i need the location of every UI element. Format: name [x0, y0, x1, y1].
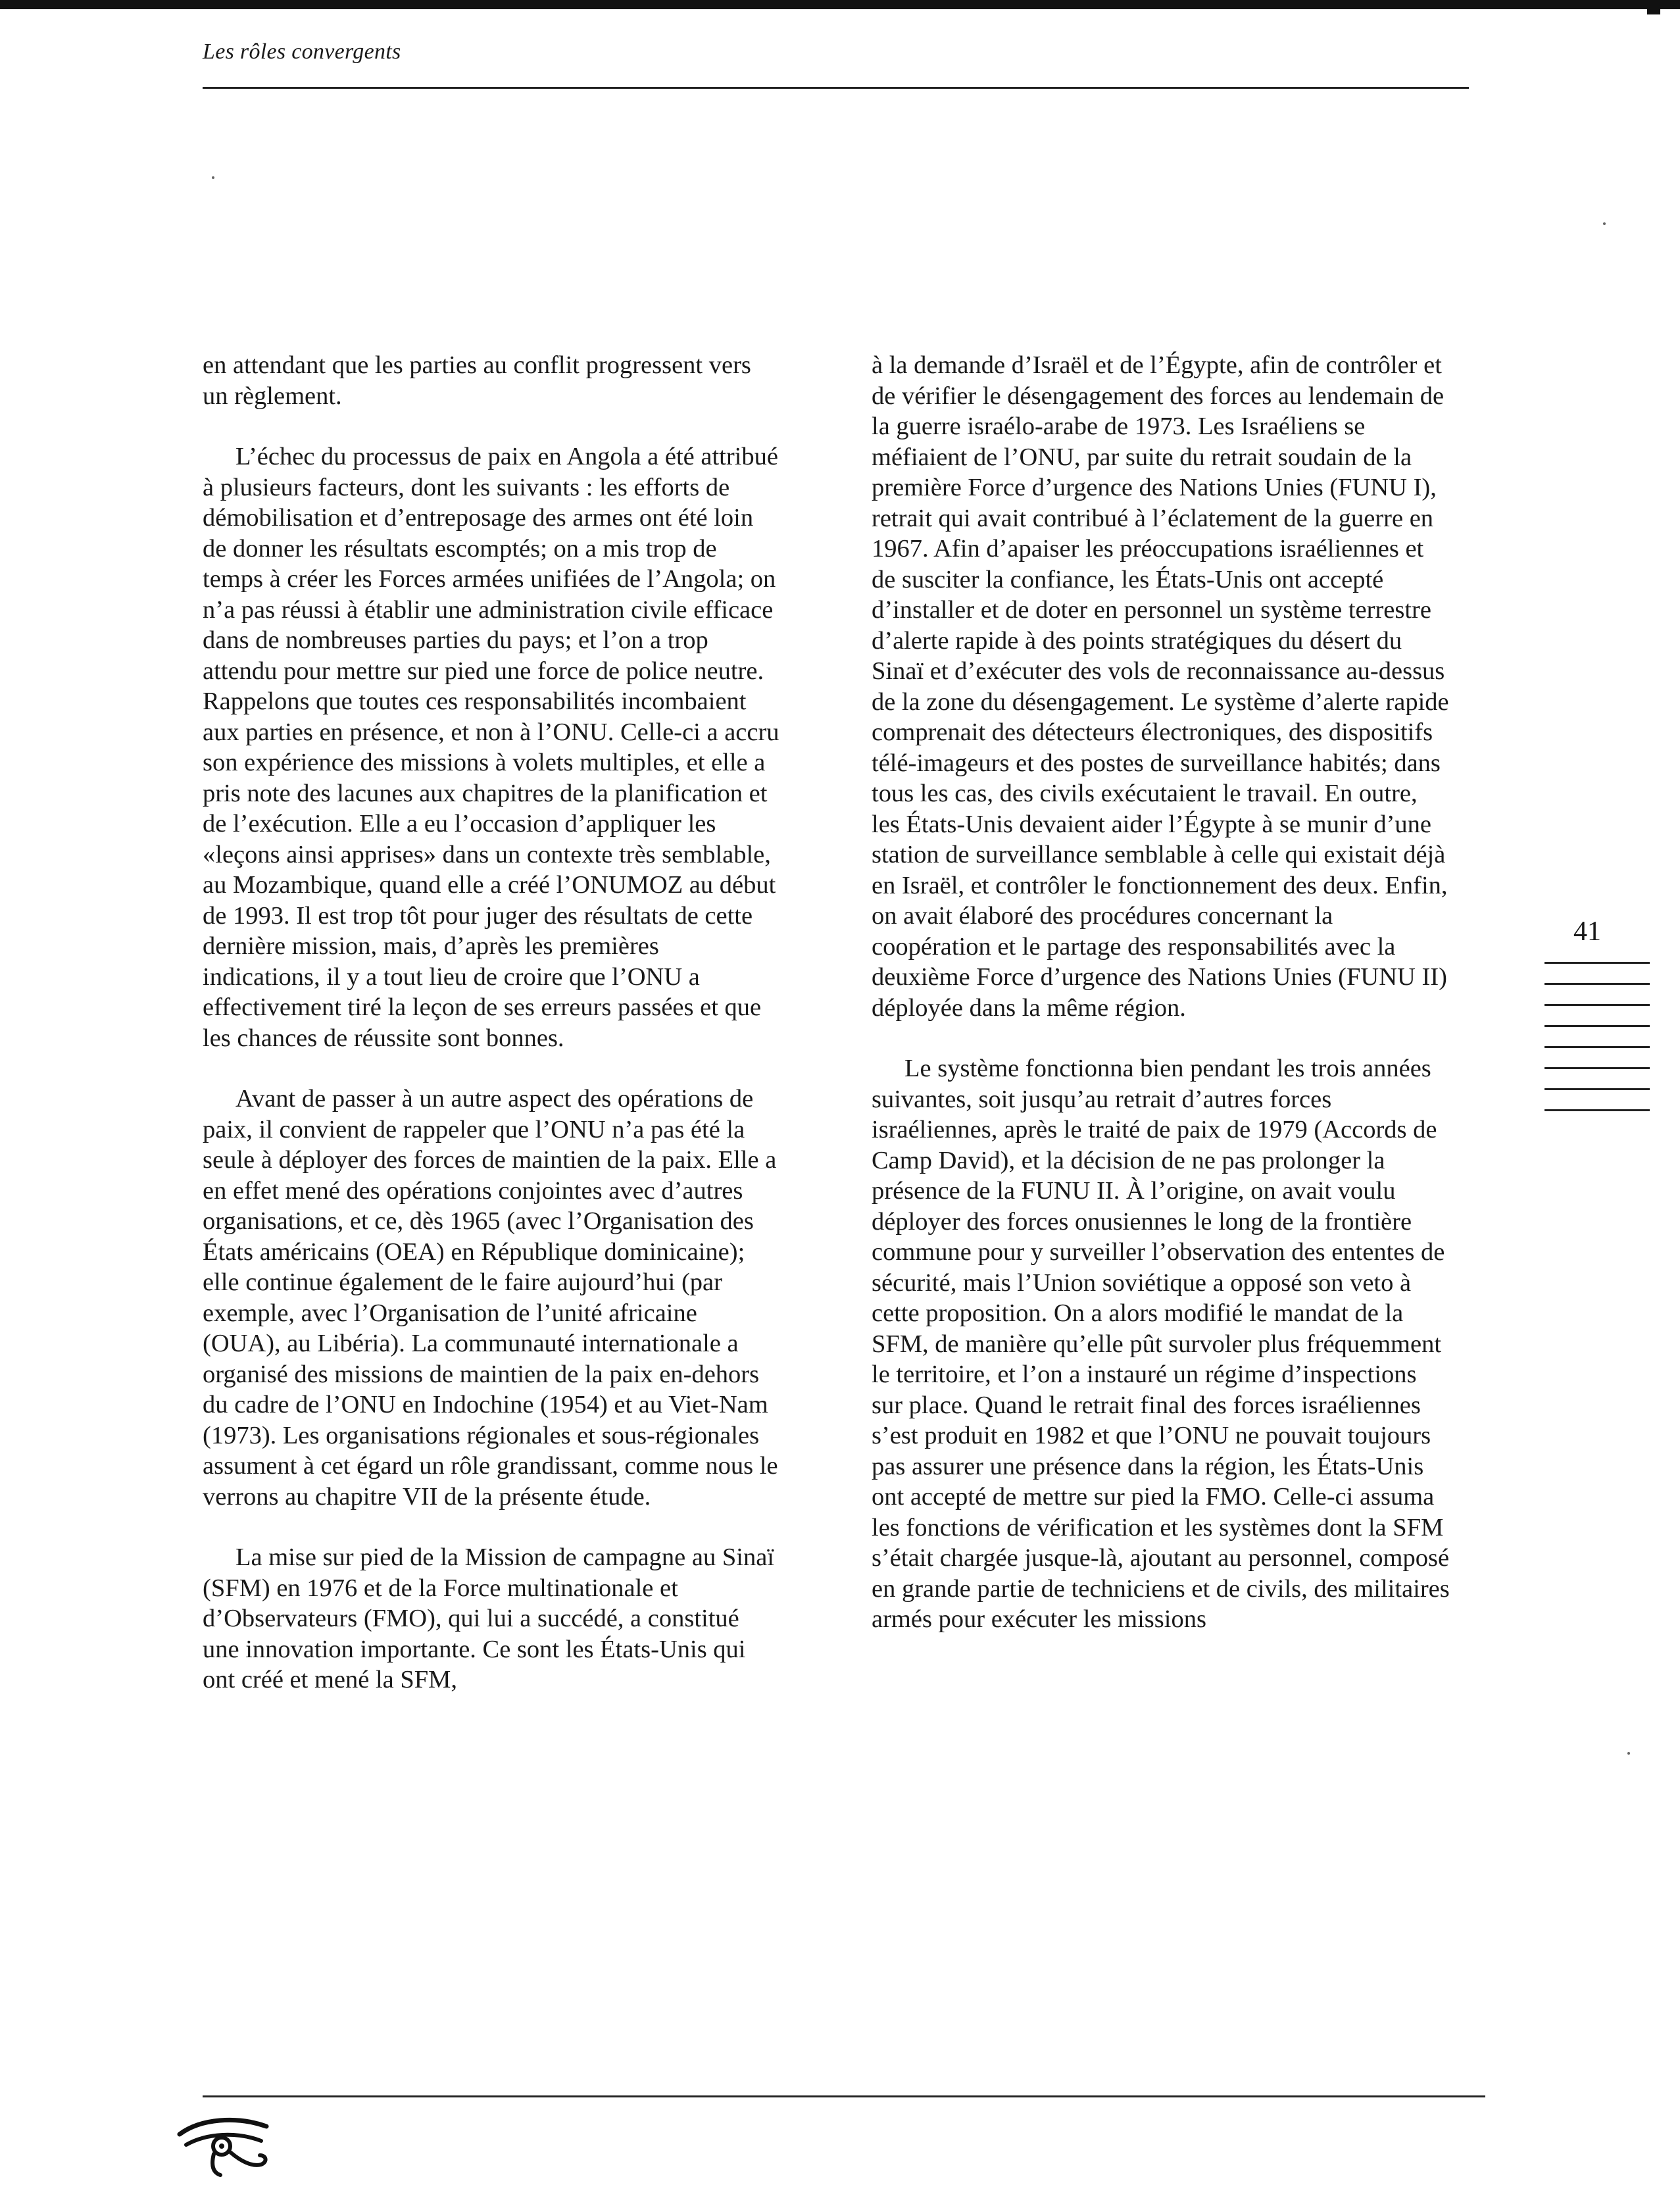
margin-rule [1544, 1067, 1650, 1069]
scan-edge-mark [1647, 0, 1660, 14]
scan-speck [1627, 1752, 1630, 1755]
margin-rules [1544, 962, 1650, 1130]
paragraph: L’échec du processus de paix en Angola a été attribué à plusieurs facteurs, dont les suivants : les efforts de démobilisation et d’entreposage des armes ont été loin de donner les résultats escomptés; on a mis trop de temps à créer les Forces armées unifiées de l’Angola; on n’a pas réussi à établir une administration civile efficace dans de nombreuses parties du pays; et l’on a trop attendu pour mettre sur pied une force de police neutre. Rappelons que toutes ces responsabilités incombaient aux parties en présence, et non à l’ONU. Celle-ci a accru son expérience des missions à volets multiples, et elle a pris note des lacunes aux chapitres de la planification et de l’exécution. Elle a eu l’occasion d’appliquer les «leçons ainsi apprises» dans un contexte très semblable, au Mozambique, quand elle a créé l’ONUMOZ au début de 1993. Il est trop tôt pour juger des résultats de cette dernière mission, mais, d’après les premières indications, il y a tout lieu de croire que l’ONU a effectivement tiré la leçon de ses erreurs passées et que les chances de réussite sont bonnes. [203, 443, 779, 1052]
eye-of-horus-icon [174, 2107, 273, 2179]
margin-rule [1544, 1025, 1650, 1027]
footer-rule [203, 2095, 1485, 2097]
paragraph: Le système fonctionna bien pendant les trois années suivantes, soit jusqu’au retrait d’autres forces israéliennes, après le traité de paix de 1979 (Accords de Camp David), et la décision de ne pas prolonger la présence de la FUNU II. À l’origine, on avait voulu déployer des forces onusiennes le long de la frontière commune pour y surveiller l’observation des ententes de sécurité, mais l’Union soviétique a opposé son veto à cette proposition. On a alors modifié le mandat de la SFM, de manière qu’elle pût survoler plus fréquemment le territoire, et l’on a instauré un régime d’inspections sur place. Quand le retrait final des forces israéliennes s’est produit en 1982 et que l’ONU ne pouvait toujours pas assurer une présence dans la région, les États-Unis ont accepté de mettre sur pied la FMO. Celle-ci assuma les fonctions de vérification et les systèmes dont la SFM s’était chargée jusque-là, ajoutant au personnel, composé en grande partie de techniciens et de civils, des militaires armés pour exécuter les missions [872, 1055, 1450, 1633]
margin-rule [1544, 983, 1650, 985]
header-rule [203, 87, 1469, 89]
running-title: Les rôles convergents [203, 39, 401, 64]
paragraph: Avant de passer à un autre aspect des opérations de paix, il convient de rappeler que l’ONU n’a pas été la seule à déployer des forces de maintien de la paix. Elle a en effet mené des opérations conjointes avec d’autres organisations, et ce, dès 1965 (avec l’Organisation des États américains (OEA) en République dominicaine); elle continue également de le faire aujourd’hui (par exemple, avec l’Organisation de l’unité africaine (OUA), au Libéria). La communauté internationale a organisé des missions de maintien de la paix en-dehors du cadre de l’ONU en Indochine (1954) et au Viet-Nam (1973). Les organisations régionales et sous-régionales assument à cet égard un rôle grandissant, comme nous le verrons au chapitre VII de la présente étude. [203, 1085, 778, 1511]
paragraph: en attendant que les parties au conflit progressent vers un règlement. [203, 351, 751, 410]
margin-rule [1544, 1046, 1650, 1048]
left-column [203, 350, 781, 1726]
margin-rule [1544, 962, 1650, 964]
scan-speck [1603, 222, 1606, 225]
page-number: 41 [1573, 916, 1601, 947]
margin-rule [1544, 1004, 1650, 1006]
margin-rule [1544, 1088, 1650, 1090]
margin-rule [1544, 1109, 1650, 1111]
paragraph: à la demande d’Israël et de l’Égypte, afin de contrôler et de vérifier le désengagement des forces au lendemain de la guerre israélo-arabe de 1973. Les Israéliens se méfiaient de l’ONU, par suite du retrait soudain de la première Force d’urgence des Nations Unies (FUNU I), retrait qui avait contribué à l’éclatement de la guerre en 1967. Afin d’apaiser les préoccupations israéliennes et de susciter la confiance, les États-Unis ont accepté d’installer et de doter en personnel un système terrestre d’alerte rapide à des points stratégiques du désert du Sinaï et d’exécuter des vols de reconnaissance au-dessus de la zone du désengagement. Le système d’alerte rapide comprenait des détecteurs électroniques, des dispositifs télé-imageurs et des postes de surveillance habités; dans tous les cas, des civils exécutaient le travail. En outre, les États-Unis devaient aider l’Égypte à se munir d’une station de surveillance semblable à celle qui existait déjà en Israël, et contrôler le fonctionnement des deux. Enfin, on avait élaboré des procédures concernant la coopération et le partage des responsabilités avec la deuxième Force d’urgence des Nations Unies (FUNU II) déployée dans la même région. [872, 351, 1449, 1022]
scan-top-edge [0, 0, 1680, 9]
paragraph: La mise sur pied de la Mission de campagne au Sinaï (SFM) en 1976 et de la Force multinationale et d’Observateurs (FMO), qui lui a succédé, a constitué une innovation importante. Ce sont les États-Unis qui ont créé et mené la SFM, [203, 1543, 774, 1693]
scan-speck [212, 176, 214, 179]
right-column [872, 350, 1450, 1665]
